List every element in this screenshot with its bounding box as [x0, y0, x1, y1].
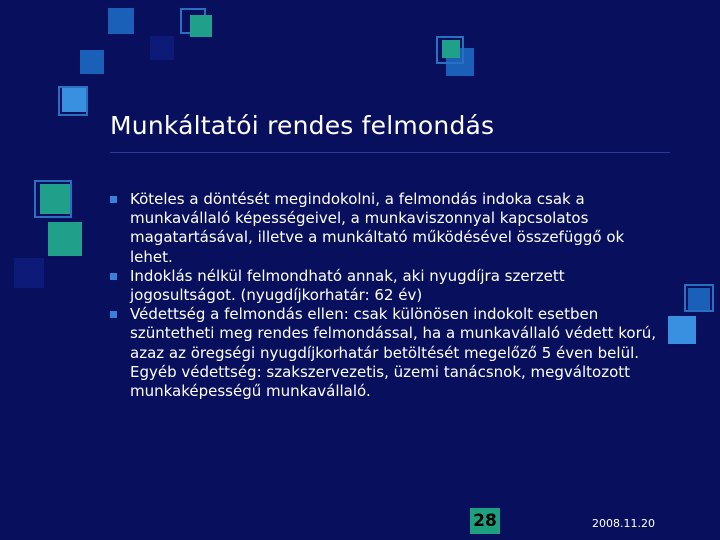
slide-title: Munkáltatói rendes felmondás	[110, 111, 495, 140]
decor-square	[108, 8, 134, 34]
decor-square	[14, 258, 44, 288]
bullet-item	[108, 267, 668, 305]
decor-square	[150, 36, 174, 60]
decor-square	[190, 15, 212, 37]
decor-square	[688, 288, 710, 310]
slide-date: 2008.11.20	[592, 517, 655, 530]
square-bullet-icon	[110, 196, 117, 203]
decor-square	[48, 222, 82, 256]
bullet-item	[108, 190, 668, 267]
square-bullet-icon	[110, 273, 117, 280]
decor-square	[40, 184, 70, 214]
square-bullet-icon	[110, 311, 117, 318]
title-divider	[110, 152, 670, 153]
decor-square	[80, 50, 104, 74]
bullet-item	[108, 305, 668, 401]
bullet-text: Indoklás nélkül felmondható annak, aki nyugdíjra szerzett jogosultságot. (nyugdíjkorhatár: 62 év)	[130, 266, 565, 305]
decor-square	[442, 40, 460, 58]
bullet-text: Védettség a felmondás ellen: csak különösen indokolt esetben szüntetheti meg rendes felmondással, ha a munkavállaló védett korú, azaz az öregségi nyugdíjkorhatár betöltését megelőző 5 éven belül. Egyéb védettség: szakszervezetis, üzemi tanácsnok, megváltozott munkaképességű munkavállaló.	[130, 305, 657, 401]
decor-square	[62, 88, 86, 112]
bullet-list	[108, 190, 668, 401]
decor-square	[668, 316, 696, 344]
page-number: 28	[470, 508, 500, 534]
bullet-text: Köteles a döntését megindokolni, a felmondás indoka csak a munkavállaló képességeivel, a munkaviszonnyal kapcsolatos magatartásával, illetve a munkáltató működésével összefüggő ok lehet.	[130, 190, 625, 266]
